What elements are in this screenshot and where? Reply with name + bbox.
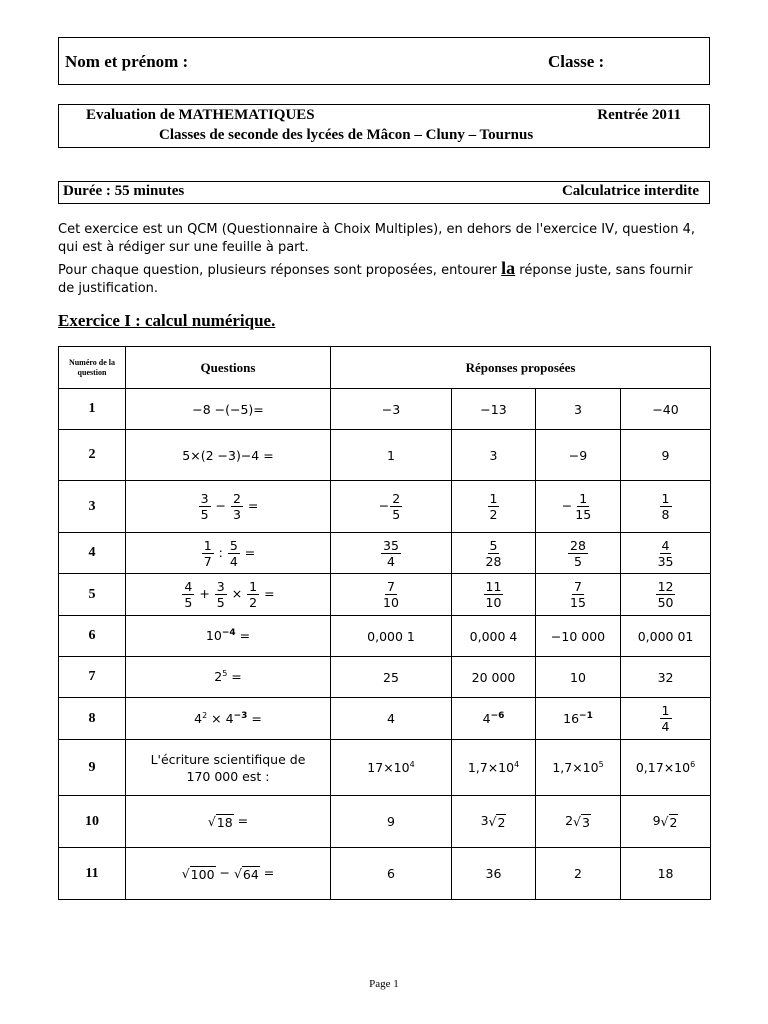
answer-option[interactable]	[536, 533, 621, 574]
fraction: $\frac{5}{4}$	[229, 537, 238, 569]
answer-option[interactable]: − $\frac{2}{5}$	[331, 481, 452, 533]
answer-option[interactable]	[331, 533, 452, 574]
square-root: √ 100	[181, 865, 215, 882]
exercise-title: Exercice I : calcul numérique.	[58, 311, 276, 330]
question-number: 1	[59, 389, 126, 430]
question-text: $\frac{4}{5}$ + $\frac{3}{5}$ × $\frac{1}{2}$ =	[126, 574, 331, 616]
answer-option[interactable]: −10 000	[536, 616, 621, 657]
question-number: 10	[59, 796, 126, 848]
answer-option[interactable]: $1,7\times 10^5$	[536, 740, 621, 796]
fraction: $\frac{4}{5}$	[184, 579, 193, 610]
answer-option[interactable]	[621, 533, 711, 574]
answer-option[interactable]: 3 √ 2	[452, 796, 536, 848]
answer-option[interactable]: −13	[452, 389, 536, 430]
answer-option[interactable]: −9	[536, 430, 621, 481]
fraction: $\frac{2}{3}$	[232, 491, 241, 522]
answer-option[interactable]	[621, 574, 711, 616]
fraction: $\frac{4}{35}$	[657, 537, 674, 569]
question-text: $4^2 \times 4^{-3}$ =	[126, 698, 331, 740]
table-row	[59, 616, 711, 657]
fraction: $\frac{11}{10}$	[485, 579, 502, 610]
header-question-number: Numéro de la question	[59, 347, 126, 389]
answer-option[interactable]	[331, 574, 452, 616]
answer-option[interactable]: 36	[452, 848, 536, 900]
square-root: √ 2	[488, 813, 506, 830]
answer-option[interactable]: $4^{-6}$	[452, 698, 536, 740]
table-row	[59, 533, 711, 574]
answer-option[interactable]: 18	[621, 848, 711, 900]
question-number: 6	[59, 616, 126, 657]
fraction: $\frac{12}{50}$	[657, 579, 674, 610]
table-row	[59, 698, 711, 740]
fraction: $\frac{1}{7}$	[203, 537, 212, 569]
fraction: $\frac{1}{2}$	[489, 491, 498, 522]
answer-option[interactable]: 9	[331, 796, 452, 848]
table-row	[59, 740, 711, 796]
answer-option[interactable]	[621, 698, 711, 740]
question-number: 8	[59, 698, 126, 740]
answer-option[interactable]: 9	[621, 430, 711, 481]
fraction: $\frac{7}{10}$	[383, 579, 399, 610]
question-number: 9	[59, 740, 126, 796]
answer-option[interactable]: 25	[331, 657, 452, 698]
question-text: $\frac{1}{7}$ : $\frac{5}{4}$ =	[126, 533, 331, 574]
answer-option[interactable]: −3	[331, 389, 452, 430]
answer-option[interactable]: 2 √ 3	[536, 796, 621, 848]
question-number: 4	[59, 533, 126, 574]
fraction: $\frac{1}{15}$	[575, 491, 592, 522]
instructions-emphasis: la	[501, 258, 516, 278]
student-info-box	[58, 37, 710, 85]
fraction: $\frac{3}{5}$	[200, 491, 209, 522]
fraction: $\frac{1}{8}$	[661, 491, 670, 522]
fraction: $\frac{35}{4}$	[383, 537, 399, 569]
instructions-line2-start: Pour chaque question, plusieurs réponses sont proposées, entourer	[58, 263, 502, 278]
table-row	[59, 796, 711, 848]
instructions-line2-end: réponse juste, sans fournir de justification.	[58, 263, 693, 296]
question-text-line2: 170 000 est :	[186, 768, 270, 784]
answer-option[interactable]: 0,000 01	[621, 616, 711, 657]
question-text-line1: L'écriture scientifique de	[150, 751, 306, 767]
header-questions: Questions	[126, 347, 331, 389]
answer-option[interactable]: 9 √ 2	[621, 796, 711, 848]
question-number: 2	[59, 430, 126, 481]
fraction: $\frac{1}{2}$	[249, 579, 258, 610]
question-text: −8 −(−5)=	[126, 389, 331, 430]
calculator-rule: Calculatrice interdite	[561, 183, 699, 199]
square-root: √ 64	[233, 865, 259, 882]
question-number: 11	[59, 848, 126, 900]
name-label: Nom et prénom :	[65, 52, 189, 71]
answer-option[interactable]: $17\times 10^4$	[331, 740, 452, 796]
fraction: $\frac{28}{5}$	[570, 537, 586, 569]
duration: Durée : 55 minutes	[63, 183, 185, 199]
answer-option[interactable]: 4	[331, 698, 452, 740]
question-text: √ 18 =	[126, 796, 331, 848]
answer-option[interactable]: − $\frac{1}{15}$	[536, 481, 621, 533]
answer-option[interactable]: $0,17\times 10^6$	[621, 740, 711, 796]
exam-year: Rentrée 2011	[597, 107, 681, 123]
answer-option[interactable]: 10	[536, 657, 621, 698]
qcm-table	[58, 346, 711, 900]
answer-option[interactable]: 32	[621, 657, 711, 698]
answer-option[interactable]	[452, 574, 536, 616]
exam-title: Evaluation de MATHEMATIQUES	[86, 107, 315, 123]
fraction: $\frac{7}{15}$	[570, 579, 586, 610]
fraction: $\frac{3}{5}$	[216, 579, 225, 610]
answer-option[interactable]	[452, 481, 536, 533]
question-text	[126, 740, 331, 796]
answer-option[interactable]	[536, 574, 621, 616]
answer-option[interactable]: $1,7\times 10^4$	[452, 740, 536, 796]
answer-option[interactable]: 3	[452, 430, 536, 481]
class-label: Classe :	[548, 52, 605, 71]
exam-subtitle: Classes de seconde des lycées de Mâcon – Cluny – Tournus	[159, 127, 534, 143]
answer-option[interactable]: 1	[331, 430, 452, 481]
table-row	[59, 481, 711, 533]
question-text: $2^5$ =	[126, 657, 331, 698]
square-root: √ 3	[573, 813, 590, 830]
square-root: √ 18	[207, 813, 233, 830]
instructions-line1: Cet exercice est un QCM (Questionnaire à Choix Multiples), en dehors de l'exercice IV, question 4, qui est à rédiger sur une feuille à part.	[58, 222, 695, 255]
fraction: $\frac{5}{28}$	[485, 537, 502, 569]
answer-option[interactable]: −40	[621, 389, 711, 430]
page-number: Page 1	[369, 978, 399, 990]
fraction: $\frac{1}{4}$	[661, 703, 670, 734]
question-text: √ 100 − √ 64 =	[126, 848, 331, 900]
table-header-row	[59, 347, 711, 389]
question-number: 7	[59, 657, 126, 698]
instructions-line2	[58, 259, 710, 298]
answer-option[interactable]: 20 000	[452, 657, 536, 698]
title-box	[58, 104, 710, 148]
answer-option[interactable]: $16^{-1}$	[536, 698, 621, 740]
question-text: 5×(2 −3)−4 =	[126, 430, 331, 481]
question-text: $10^{-4}$ =	[126, 616, 331, 657]
answer-option[interactable]: 3	[536, 389, 621, 430]
question-text: $\frac{3}{5}$ − $\frac{2}{3}$ =	[126, 481, 331, 533]
answer-option[interactable]: 6	[331, 848, 452, 900]
answer-option[interactable]: 2	[536, 848, 621, 900]
question-number: 3	[59, 481, 126, 533]
answer-option[interactable]	[621, 481, 711, 533]
table-row	[59, 430, 711, 481]
fraction: $\frac{2}{5}$	[392, 491, 401, 522]
header-answers: Réponses proposées	[331, 347, 711, 389]
table-row	[59, 657, 711, 698]
duration-box	[58, 181, 710, 204]
square-root: √ 2	[660, 813, 678, 830]
table-row	[59, 848, 711, 900]
answer-option[interactable]: 0,000 1	[331, 616, 452, 657]
table-row	[59, 389, 711, 430]
answer-option[interactable]	[452, 533, 536, 574]
answer-option[interactable]: 0,000 4	[452, 616, 536, 657]
table-row	[59, 574, 711, 616]
question-number: 5	[59, 574, 126, 616]
